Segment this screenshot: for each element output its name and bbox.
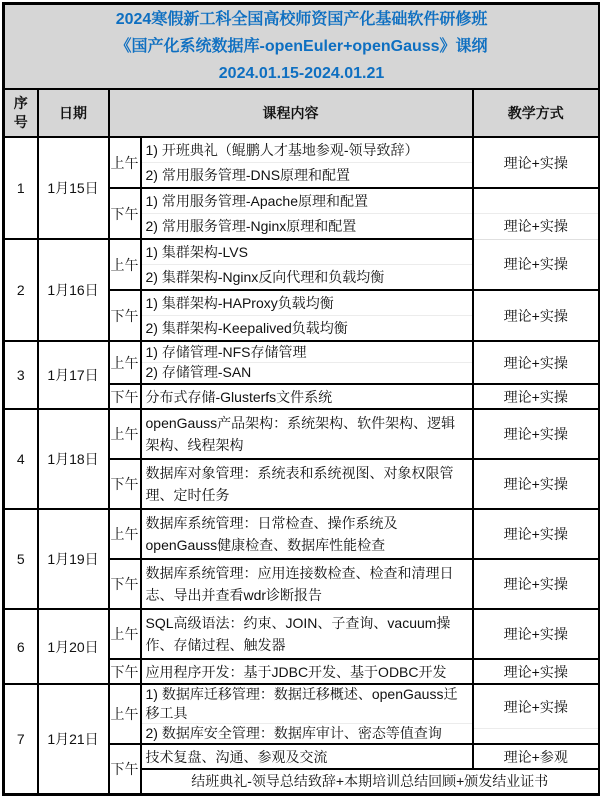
period-cell: 下午 xyxy=(109,744,141,794)
date-cell: 1月20日 xyxy=(38,609,109,684)
method-cell: 理论+实操 xyxy=(473,409,600,459)
course-line: 1) 集群架构-HAProxy负载均衡 xyxy=(145,294,334,311)
serial-cell: 6 xyxy=(4,609,38,684)
serial-cell: 5 xyxy=(4,509,38,609)
serial-cell: 3 xyxy=(4,341,38,409)
method-cell: 理论+实操 xyxy=(473,659,600,684)
col-header-no: 序号 xyxy=(4,89,38,137)
date-cell: 1月15日 xyxy=(38,137,109,239)
period-cell: 下午 xyxy=(109,559,141,609)
method-cell: 理论+实操 xyxy=(473,609,600,659)
period-cell: 上午 xyxy=(109,239,141,290)
period-cell: 上午 xyxy=(109,341,141,384)
course-line: 2) 集群架构-Nginx反向代理和负载均衡 xyxy=(142,264,472,289)
content-cell xyxy=(141,137,473,188)
course-line: 2) 存储管理-SAN xyxy=(142,362,472,382)
col-header-content: 课程内容 xyxy=(109,89,473,137)
serial-cell: 2 xyxy=(4,239,38,341)
col-header-date: 日期 xyxy=(38,89,109,137)
course-line: 1) 集群架构-LVS xyxy=(145,243,248,260)
method-label: 理论+实操 xyxy=(474,687,599,729)
method-cell: 理论+实操 xyxy=(473,137,600,188)
content-cell xyxy=(141,744,473,769)
period-cell: 上午 xyxy=(109,409,141,459)
method-cell: 理论+参观 xyxy=(473,744,600,769)
content-cell xyxy=(141,290,473,341)
course-line: 1) 开班典礼（鲲鹏人才基地参观-领导致辞） xyxy=(145,141,419,158)
content-cell xyxy=(141,659,473,684)
method-cell: 理论+实操 xyxy=(473,239,600,290)
method-cell: 理论+实操 xyxy=(473,459,600,509)
course-line: 分布式存储-Glusterfs文件系统 xyxy=(145,388,333,405)
content-cell xyxy=(141,384,473,409)
document-title xyxy=(4,4,600,90)
serial-cell: 7 xyxy=(4,684,38,794)
period-cell: 下午 xyxy=(109,384,141,409)
date-cell: 1月17日 xyxy=(38,341,109,409)
title-line-1: 2024寒假新工科全国高校师资国产化基础软件研修班 xyxy=(115,11,488,28)
content-cell xyxy=(141,559,473,609)
course-line: 技术复盘、沟通、参观及交流 xyxy=(145,748,328,765)
course-line: SQL高级语法：约束、JOIN、子查询、vacuum操作、存储过程、触发器 xyxy=(145,615,451,653)
course-line: 数据库对象管理：系统表和系统视图、对象权限管理、定时任务 xyxy=(145,465,454,503)
course-line: 数据库系统管理：应用连接数检查、检查和清理日志、导出并查看wdr诊断报告 xyxy=(145,565,454,603)
method-label: 理论+实操 xyxy=(503,217,568,234)
date-cell: 1月16日 xyxy=(38,239,109,341)
title-line-2: 《国产化系统数据库-openEuler+openGauss》课纲 xyxy=(115,38,488,55)
period-cell: 下午 xyxy=(109,290,141,341)
method-cell xyxy=(473,684,600,744)
date-cell: 1月21日 xyxy=(38,684,109,794)
content-cell xyxy=(141,239,473,290)
course-line: 2) 常用服务管理-DNS原理和配置 xyxy=(142,162,472,187)
course-line: openGauss产品架构：系统架构、软件架构、逻辑架构、线程架构 xyxy=(145,415,456,453)
course-schedule-table xyxy=(2,2,600,796)
empty-sub-cell xyxy=(474,729,599,742)
method-cell: 理论+实操 xyxy=(473,341,600,384)
method-cell xyxy=(473,188,600,239)
content-cell xyxy=(141,609,473,659)
period-cell: 下午 xyxy=(109,459,141,509)
empty-sub-cell xyxy=(474,190,599,214)
period-cell: 上午 xyxy=(109,609,141,659)
content-cell xyxy=(141,459,473,509)
date-cell: 1月19日 xyxy=(38,509,109,609)
content-cell xyxy=(141,341,473,384)
serial-cell: 1 xyxy=(4,137,38,239)
method-cell: 理论+实操 xyxy=(473,384,600,409)
title-line-3: 2024.01.15-2024.01.21 xyxy=(218,65,385,82)
course-line: 1) 存储管理-NFS存储管理 xyxy=(145,344,307,360)
serial-cell: 4 xyxy=(4,409,38,509)
col-header-method: 教学方式 xyxy=(473,89,600,137)
content-cell xyxy=(141,409,473,459)
period-cell: 上午 xyxy=(109,509,141,559)
course-line: 1) 数据库迁移管理：数据迁移概述、openGauss迁移工具 xyxy=(145,686,458,721)
period-cell: 下午 xyxy=(109,188,141,239)
course-line: 2) 集群架构-Keepalived负载均衡 xyxy=(142,315,472,340)
content-cell xyxy=(141,188,473,239)
method-cell: 理论+实操 xyxy=(473,509,600,559)
content-cell xyxy=(141,509,473,559)
method-cell: 理论+实操 xyxy=(473,559,600,609)
content-cell xyxy=(141,684,473,744)
period-cell: 上午 xyxy=(109,684,141,744)
closing-ceremony-cell: 结班典礼-领导总结致辞+本期培训总结回顾+颁发结业证书 xyxy=(141,769,600,794)
period-cell: 上午 xyxy=(109,137,141,188)
course-line: 1) 常用服务管理-Apache原理和配置 xyxy=(145,192,368,209)
period-cell: 下午 xyxy=(109,659,141,684)
course-line: 数据库系统管理：日常检查、操作系统及openGauss健康检查、数据库性能检查 xyxy=(145,515,398,553)
course-line: 应用程序开发：基于JDBC开发、基于ODBC开发 xyxy=(145,663,447,680)
date-cell: 1月18日 xyxy=(38,409,109,509)
course-line: 2) 数据库安全管理：数据库审计、密态等值查询 xyxy=(142,723,472,743)
course-line: 2) 常用服务管理-Nginx原理和配置 xyxy=(142,213,472,238)
method-cell: 理论+实操 xyxy=(473,290,600,341)
